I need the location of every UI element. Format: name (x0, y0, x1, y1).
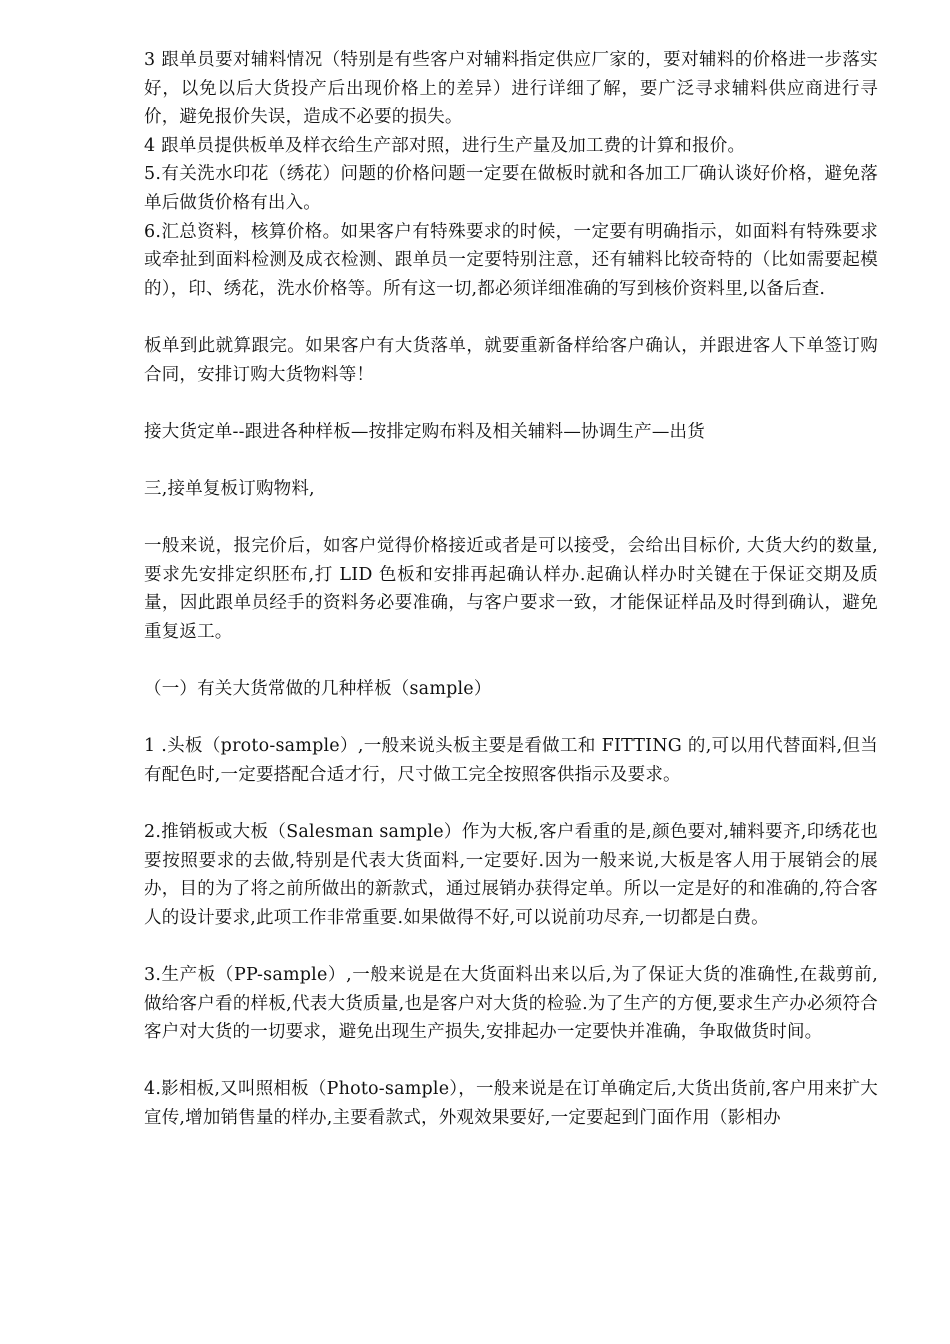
paragraph-gap (144, 303, 878, 332)
paragraph-gap (144, 704, 878, 733)
paragraph-photo-sample: 4.影相板,又叫照相板（Photo-sample），一般来说是在订单确定后,大货出货前,客户用来扩大宣传,增加销售量的样办,主要看款式，外观效果要好,一定要起到门面作用（影相办 (144, 1079, 878, 1128)
paragraph-salesman-sample: 2.推销板或大板（Salesman sample）作为大板,客户看重的是,颜色要对,辅料要齐,印绣花也要按照要求的去做,特别是代表大货面料,一定要好.因为一般来说,大板是客人用于展销会的展办，目的为了将之前所做出的新款式，通过展销办获得定单。所以一定是好的和准确的,符合客人的设计要求,此项工作非常重要.如果做得不好,可以说前功尽弃,一切都是白费。 (144, 822, 878, 928)
paragraph-gap (144, 932, 878, 961)
paragraph-sample-complete: 板单到此就算跟完。如果客户有大货落单，就要重新备样给客户确认，并跟进客人下单签订购合同，安排订购大货物料等！ (144, 335, 878, 385)
paragraph-target-price: 一般来说，报完价后，如客户觉得价格接近或者是可以接受，会给出目标价, 大货大约的数量,要求先安排定织胚布,打 LID 色板和安排再起确认样办.起确认样办时关键在于保证交期及质量，因此跟单员经手的资料务必要准确，与客户要求一致，才能保证样品及时得到确认，避免重复返工。 (144, 536, 878, 642)
subsection-heading-samples: （一）有关大货常做的几种样板（sample） (144, 679, 492, 700)
paragraph-bulk-order-flow: 接大货定单--跟进各种样板—按排定购布料及相关辅料—协调生产—出货 (144, 421, 705, 442)
paragraph-gap (144, 1047, 878, 1076)
document-page (144, 46, 878, 1133)
paragraph-pp-sample: 3.生产板（PP-sample）,一般来说是在大货面料出来以后,为了保证大货的准确性,在裁剪前,做给客户看的样板,代表大货质量,也是客户对大货的检验.为了生产的方便,要求生产办必须符合客户对大货的一切要求，避免出现生产损失,安排起办一定要快并准确，争取做货时间。 (144, 965, 878, 1043)
paragraph-gap (144, 789, 878, 818)
section-heading-three: 三,接单复板订购物料, (144, 478, 315, 499)
paragraph-gap (144, 504, 878, 533)
paragraph-gap (144, 389, 878, 418)
paragraph-proto-sample: 1 .头板（proto-sample）,一般来说头板主要是看做工和 FITTING 的,可以用代替面料,但当有配色时,一定要搭配合适才行，尺寸做工完全按照客供指示及要求。 (144, 736, 878, 785)
paragraph-wash-print-pricing: 5.有关洗水印花（绣花）问题的价格问题一定要在做板时就和各加工厂确认谈好价格，避免落单后做货价格有出入。 (144, 164, 878, 213)
paragraph-gap (144, 446, 878, 475)
paragraph-sample-to-production: 4 跟单员提供板单及样衣给生产部对照，进行生产量及加工费的计算和报价。 (144, 135, 746, 156)
paragraph-gap (144, 646, 878, 675)
paragraph-summary-costing: 6.汇总资料，核算价格。如果客户有特殊要求的时候，一定要有明确指示，如面料有特殊要求或牵扯到面料检测及成衣检测、跟单员一定要特别注意，还有辅料比较奇特的（比如需要起模的），印、绣花，洗水价格等。所有这一切,都必须详细准确的写到核价资料里,以备后查. (144, 221, 878, 299)
paragraph-accessories-pricing: 3 跟单员要对辅料情况（特别是有些客户对辅料指定供应厂家的，要对辅料的价格进一步落实好，以免以后大货投产后出现价格上的差异）进行详细了解，要广泛寻求辅料供应商进行寻价，避免报价失误，造成不必要的损失。 (144, 50, 878, 128)
